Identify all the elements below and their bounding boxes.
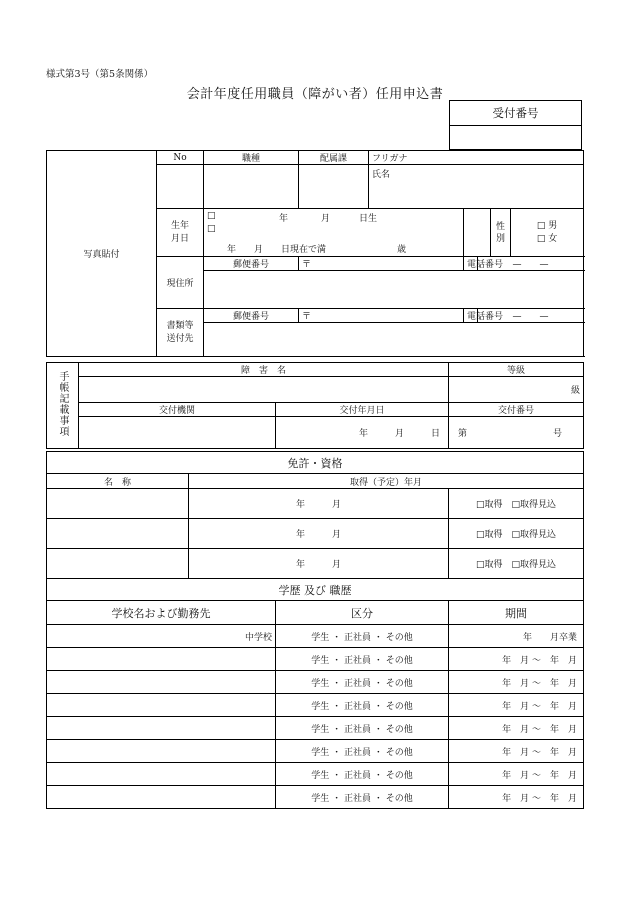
school-field-1[interactable] xyxy=(47,625,276,648)
reception-box xyxy=(449,100,582,150)
period-value-5: 年 月 〜 年 月 xyxy=(502,724,578,735)
age-label: 歳 xyxy=(397,244,407,255)
licenses-table xyxy=(46,451,584,579)
school-field-5[interactable] xyxy=(47,717,276,740)
category-header: 区分 xyxy=(276,601,449,625)
handbook-table xyxy=(46,362,584,449)
sex-options[interactable] xyxy=(511,209,584,257)
period-header: 期間 xyxy=(449,601,584,625)
period-value-3: 年 月 〜 年 月 xyxy=(502,678,578,689)
handbook-label xyxy=(47,363,79,449)
send-to-label: 書類等 送付先 xyxy=(157,309,204,357)
birth-date-field[interactable] xyxy=(204,209,464,257)
license-date-header: 取得（予定）年月 xyxy=(189,474,584,489)
category-options-1: 学生 ・ 正社員 ・ その他 xyxy=(311,632,413,643)
issue-number-field[interactable] xyxy=(449,417,584,449)
period-field-2[interactable] xyxy=(449,648,584,671)
issue-number-prefix: 第 xyxy=(458,429,468,439)
period-value-2: 年 月 〜 年 月 xyxy=(502,655,578,666)
table-row xyxy=(47,786,584,809)
send-postal-field[interactable] xyxy=(299,309,464,323)
issue-date-field[interactable] xyxy=(276,417,449,449)
category-options-7: 学生 ・ 正社員 ・ その他 xyxy=(311,770,413,781)
no-header: No xyxy=(157,151,204,165)
department-field[interactable] xyxy=(299,165,369,209)
table-row xyxy=(47,648,584,671)
issue-number-header: 交付番号 xyxy=(449,403,584,417)
school-field-7[interactable] xyxy=(47,763,276,786)
male-option[interactable]: □ 男 xyxy=(536,220,558,231)
postal-field[interactable] xyxy=(299,257,464,271)
category-field-7[interactable] xyxy=(276,763,449,786)
license-status-text-1: □取得 □取得見込 xyxy=(476,500,557,510)
issuer-field[interactable] xyxy=(79,417,276,449)
birth-label: 生年 月日 xyxy=(157,209,204,257)
license-date-value-2: 年 月 xyxy=(295,530,341,540)
period-field-6[interactable] xyxy=(449,740,584,763)
license-status-2[interactable] xyxy=(449,519,584,549)
license-name-header: 名 称 xyxy=(47,474,189,489)
category-options-2: 学生 ・ 正社員 ・ その他 xyxy=(311,655,413,666)
era-checkbox-2[interactable]: □ xyxy=(207,223,216,234)
license-status-1[interactable] xyxy=(449,489,584,519)
birth-day-label: 日生 xyxy=(359,213,378,224)
sex-label: 性 別 xyxy=(491,209,511,257)
send-address-field[interactable] xyxy=(204,323,584,357)
category-options-5: 学生 ・ 正社員 ・ その他 xyxy=(311,724,413,735)
license-date-field-1[interactable] xyxy=(189,489,449,519)
license-status-text-2: □取得 □取得見込 xyxy=(476,530,557,540)
job-type-header: 職種 xyxy=(204,151,299,165)
category-field-8[interactable] xyxy=(276,786,449,809)
issuer-header: 交付機関 xyxy=(79,403,276,417)
license-date-field-2[interactable] xyxy=(189,519,449,549)
furigana-field[interactable] xyxy=(369,151,584,165)
birth-year-label: 年 xyxy=(279,213,289,224)
applicant-table xyxy=(46,150,584,357)
photo-area[interactable] xyxy=(47,151,157,357)
school-field-3[interactable] xyxy=(47,671,276,694)
category-field-5[interactable] xyxy=(276,717,449,740)
category-field-6[interactable] xyxy=(276,740,449,763)
name-label: 氏名 xyxy=(372,170,391,180)
category-options-8: 学生 ・ 正社員 ・ その他 xyxy=(311,793,413,804)
send-phone-value: — — xyxy=(512,312,549,322)
category-options-3: 学生 ・ 正社員 ・ その他 xyxy=(311,678,413,689)
school-field-8[interactable] xyxy=(47,786,276,809)
furigana-label: フリガナ xyxy=(372,154,408,164)
period-field-3[interactable] xyxy=(449,671,584,694)
license-name-field-1[interactable] xyxy=(47,489,189,519)
school-header: 学校名および勤務先 xyxy=(47,601,276,625)
category-options-4: 学生 ・ 正社員 ・ その他 xyxy=(311,701,413,712)
send-postal-mark: 〒 xyxy=(302,312,312,322)
school-field-6[interactable] xyxy=(47,740,276,763)
period-field-8[interactable] xyxy=(449,786,584,809)
period-value-8: 年 月 〜 年 月 xyxy=(502,793,578,804)
table-row xyxy=(47,694,584,717)
history-title: 学歴 及び 職歴 xyxy=(47,579,584,601)
send-phone-label: 電話番号 xyxy=(464,309,478,323)
photo-label: 写真貼付 xyxy=(83,250,120,260)
birth-month-label: 月 xyxy=(321,213,331,224)
disability-header: 障 害 名 xyxy=(79,363,449,377)
category-field-1[interactable] xyxy=(276,625,449,648)
birth-date-extra[interactable] xyxy=(464,209,491,257)
send-postal-label: 郵便番号 xyxy=(204,309,299,323)
table-row xyxy=(47,625,584,648)
disability-field[interactable] xyxy=(79,377,449,403)
address-label: 現住所 xyxy=(157,257,204,309)
issue-date-header: 交付年月日 xyxy=(276,403,449,417)
as-of-label: 年 月 日現在で満 xyxy=(227,244,327,255)
period-field-4[interactable] xyxy=(449,694,584,717)
license-status-text-3: □取得 □取得見込 xyxy=(476,560,557,570)
category-field-4[interactable] xyxy=(276,694,449,717)
department-header: 配属課 xyxy=(299,151,369,165)
no-field[interactable] xyxy=(157,165,204,209)
table-row xyxy=(47,740,584,763)
category-field-3[interactable] xyxy=(276,671,449,694)
postal-mark: 〒 xyxy=(302,260,312,270)
period-field-5[interactable] xyxy=(449,717,584,740)
school-field-2[interactable] xyxy=(47,648,276,671)
form-title: 会計年度任用職員（障がい者）任用申込書 xyxy=(186,87,444,102)
grade-suffix: 級 xyxy=(571,386,581,396)
license-date-field-3[interactable] xyxy=(189,549,449,579)
address-field[interactable] xyxy=(204,271,584,309)
license-status-3[interactable] xyxy=(449,549,584,579)
period-field-1[interactable] xyxy=(449,625,584,648)
job-type-field[interactable] xyxy=(204,165,299,209)
junior-high-label: 中学校 xyxy=(244,632,272,643)
table-row xyxy=(47,717,584,740)
graduation-label: 年 月卒業 xyxy=(523,632,578,643)
category-field-2[interactable] xyxy=(276,648,449,671)
female-option[interactable]: □ 女 xyxy=(536,233,558,244)
name-field[interactable] xyxy=(369,165,584,209)
history-table xyxy=(46,578,584,809)
category-options-6: 学生 ・ 正社員 ・ その他 xyxy=(311,747,413,758)
era-checkbox-1[interactable]: □ xyxy=(207,210,216,221)
period-value-4: 年 月 〜 年 月 xyxy=(502,701,578,712)
phone-label: 電話番号 xyxy=(464,257,478,271)
license-name-field-2[interactable] xyxy=(47,519,189,549)
table-row xyxy=(47,671,584,694)
issue-date-value: 年 月 日 xyxy=(359,429,441,439)
grade-header: 等級 xyxy=(449,363,584,377)
table-row xyxy=(47,763,584,786)
license-date-value-3: 年 月 xyxy=(295,560,341,570)
license-date-value-1: 年 月 xyxy=(295,500,341,510)
reception-label: 受付番号 xyxy=(450,101,581,126)
handbook-label-text: 手帳記載事項 xyxy=(57,371,68,437)
postal-label: 郵便番号 xyxy=(204,257,299,271)
period-field-7[interactable] xyxy=(449,763,584,786)
period-value-7: 年 月 〜 年 月 xyxy=(502,770,578,781)
form-code: 様式第3号（第5条関係） xyxy=(46,69,154,80)
period-value-6: 年 月 〜 年 月 xyxy=(502,747,578,758)
phone-value: — — xyxy=(512,260,549,270)
licenses-title: 免許・資格 xyxy=(47,452,584,474)
license-name-field-3[interactable] xyxy=(47,549,189,579)
grade-field[interactable] xyxy=(449,377,584,403)
school-field-4[interactable] xyxy=(47,694,276,717)
issue-number-suffix: 号 xyxy=(553,429,563,439)
